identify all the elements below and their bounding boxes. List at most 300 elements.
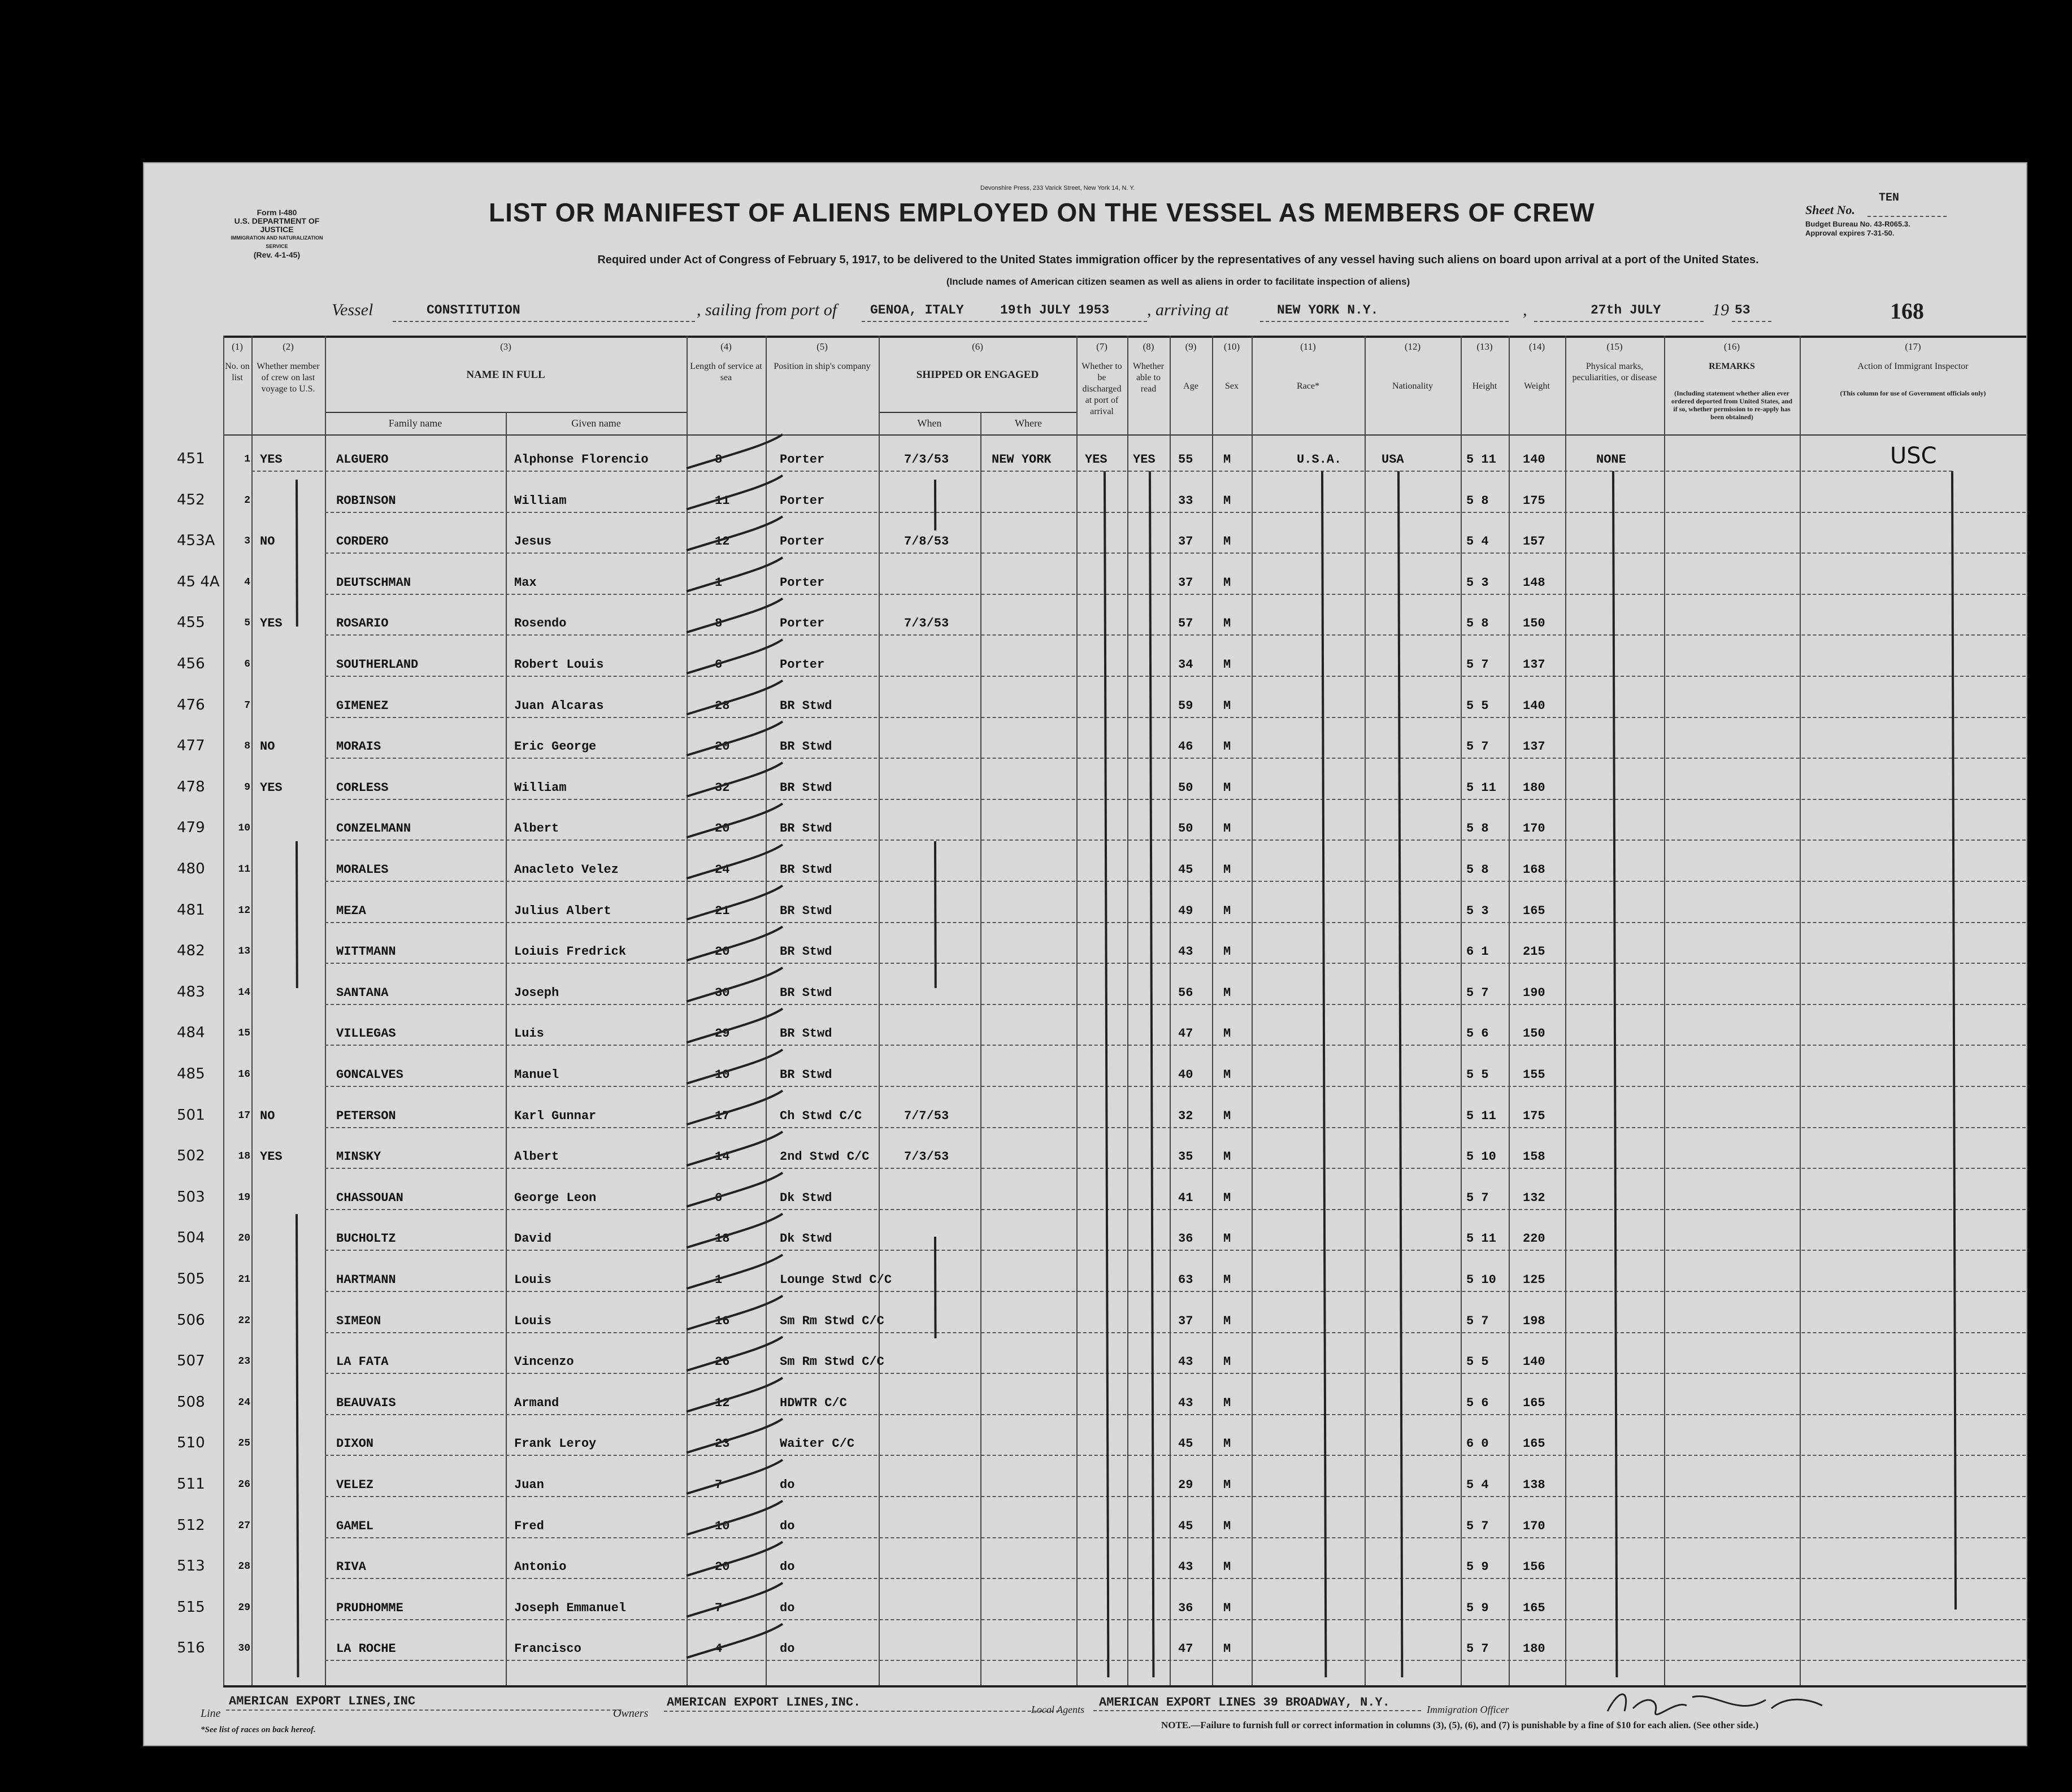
row-guide-line — [325, 1578, 2026, 1579]
row-guide-line — [325, 1127, 2026, 1128]
arrival-port: NEW YORK N.Y. — [1277, 303, 1379, 317]
age-cell: 33 — [1178, 493, 1193, 508]
sex-cell: M — [1223, 1273, 1231, 1287]
given-name-cell: Robert Louis — [514, 658, 604, 672]
age-cell: 45 — [1178, 1437, 1193, 1451]
sex-cell: M — [1223, 780, 1231, 795]
row-guide-line — [325, 1496, 2026, 1497]
shipped-when-cell: 7/8/53 — [904, 534, 949, 549]
printer-line: Devonshire Press, 233 Varick Street, New York 14, N. Y. — [980, 185, 1135, 192]
family-name-cell: LA FATA — [336, 1355, 389, 1369]
sex-cell: M — [1223, 1600, 1231, 1615]
given-name-cell: Antonio — [514, 1560, 567, 1574]
family-name-cell: PRUDHOMME — [336, 1600, 403, 1615]
height-cell: 5 7 — [1466, 985, 1489, 1000]
service-length-cell: 23 — [715, 1437, 730, 1451]
row-guide-line — [325, 512, 2026, 513]
given-name-cell: Rosendo — [514, 616, 567, 631]
sex-cell: M — [1223, 903, 1231, 918]
sex-cell: M — [1223, 985, 1231, 1000]
row-guide-line — [325, 1660, 2026, 1661]
crew-cell: NO — [260, 740, 275, 754]
crew-cell: YES — [260, 1150, 283, 1164]
sex-cell: M — [1223, 1642, 1231, 1656]
service-length-cell: 20 — [715, 740, 730, 754]
family-name-cell: DIXON — [336, 1437, 374, 1451]
crew-cell: YES — [260, 780, 283, 795]
service-length-cell: 29 — [715, 1027, 730, 1041]
family-name-header: Family name — [388, 417, 442, 429]
age-cell: 29 — [1178, 1478, 1193, 1492]
given-name-cell: Max — [514, 575, 537, 590]
shipped-subheader-rule — [879, 412, 1076, 413]
col-c13-number: (13) — [1476, 341, 1493, 352]
row-guide-line — [325, 1537, 2026, 1538]
row-guide-line — [325, 717, 2026, 718]
sex-cell: M — [1223, 698, 1231, 713]
service-length-cell: 8 — [715, 616, 723, 631]
family-name-cell: BUCHOLTZ — [336, 1232, 396, 1246]
arrival-year: 53 — [1735, 303, 1750, 317]
height-cell: 5 11 — [1466, 453, 1496, 467]
manifest-sheet: Devonshire Press, 233 Varick Street, New York 14, N. Y. Form I-480 U.S. DEPARTMENT OF JUSTICE IMMIGRATION AND NATURALIZATION SERVICE (Rev. 4-1-45) LIST OR MANIFEST OF ALIENS EMPLOYED ON THE VESSEL AS MEMBERS OF CREW Required under Act of Congress of February 5, 1917, to be delivered to the United States immigration officer by the representatives of any vessel having such aliens on board upon arrival at a port of the United States. (Include names of American citizen seamen as well as aliens in order to facilitate inspection of aliens) Sheet No. TEN Budget Bureau No. 43-R065.3. Approval expires 7-31-50. Vessel CONSTITUTION , sailing from port of GENOA, ITALY 19th JULY 1953 , arriving at NEW YORK N.Y. , 27th JULY 19 53 168 (1) No. on list (2) Whether member of crew on last voyage to U.S. (3) NAME IN FULL (4) Length of service at sea (5) Position in ship's company (6) SHIPPED OR ENGAGED (7) Whether to be discharged at port of arrival (8) Whether able to read (9) Age (10) Sex (11) Race* (12) Nationality (13) Height (14) Weight (15) Physical marks, peculiarities, or disease (16) REMARKS (Including statement whether alien ever ordered deported from United States, and if so, whether permission to re-apply has been obtained) (17) Action of Immigrant Inspector (This column for use of Government officials only) Family name Given name When Where 451 1 YES ALGUERO Alphonse Florencio 8 Porter 7/3/53 NEW YORK YES YES 55 M U.S.A. USA 5 11 140 NONE USC 452 2 ROBINSON William 11 Porter 33 M 5 8 175 453A 3 NO CORDERO Jesus 12 Porter 7/8/53 37 M 5 4 157 45 4A 4 DEUTSCHMAN Max 1 Porter 37 M 5 3 148 455 5 YES ROSARIO Rosendo 8 Porter 7/3/53 57 M 5 8 150 456 6 SOUTHERLAND Robert Louis 6 Porter 34 M 5 7 137 476 7 GIMENEZ Juan Alcaras 28 BR Stwd 59 M 5 5 140 477 8 NO MORAIS Eric George 20 BR Stwd 46 M 5 7 137 478 9 YES CORLESS William 32 BR Stwd 50 M 5 11 180 479 10 CONZELMANN Albert 20 BR Stwd 50 M 5 8 170 480 11 MORALES Anacleto Velez 24 BR Stwd 45 M 5 8 168 481 12 MEZA Julius Albert 21 BR Stwd 49 M 5 3 165 482 13 WITTMANN Loiuis Fredrick 20 BR Stwd 43 M 6 1 215 483 14 SANTANA Joseph 30 BR Stwd 56 M 5 7 190 484 15 VILLEGAS Luis 29 BR Stwd 47 M 5 6 150 485 16 GONCALVES Manuel 10 BR Stwd 40 M 5 5 155 501 17 NO PETERSON Karl Gunnar 17 Ch Stwd C/C 7/7/53 32 M 5 11 175 502 18 YES MINSKY Albert 14 2nd Stwd C/C 7/3/53 35 M 5 10 158 503 19 CHASSOUAN George Leon 6 Dk Stwd 41 M 5 7 132 504 20 BUCHOLTZ David 18 Dk Stwd 36 M 5 11 220 505 21 HARTMANN Louis 1 Lounge Stwd C/C 63 M 5 10 125 506 22 SIMEON Louis 16 Sm Rm Stwd C/C 37 M 5 7 198 507 23 LA FATA Vincenzo 26 Sm Rm Stwd C/C 43 M 5 5 140 508 24 BEAUVAIS Armand 12 HDWTR C/C 43 M 5 6 165 510 25 DIXON Frank Leroy 23 Waiter C/C 45 M 6 0 165 511 26 VELEZ Juan 7 do 29 M 5 4 138 512 27 GAMEL Fred 10 do 45 M 5 7 170 513 28 RIVA Antonio 20 do 43 M 5 9 156 515 29 PRUDHOMME Joseph Emmanuel 7 do 36 M 5 9 165 516 30 LA ROCHE Francisco 4 do 47 M 5 7 180 Line AMERICAN EXPORT LINES,INC Owners AMERICAN EXPORT LINES,INC. Local Agents AMERICAN EXPORT LINES 39 BROADWAY, N.Y. Immigration Officer *See list of races on back hereof. NOTE.—Failure to furnish full or correct information in columns (3), (5), (6), and (7) is punishable by a fine of $10 for each alien. (See other side.) — [143, 162, 2027, 1746]
family-name-cell: CORDERO — [336, 534, 389, 549]
age-cell: 45 — [1178, 863, 1193, 877]
row-guide-line — [325, 1619, 2026, 1620]
row-number-cell: 18 — [238, 1151, 250, 1163]
position-cell: Lounge Stwd C/C — [780, 1273, 892, 1287]
list-reference-number: 456 — [177, 655, 205, 672]
sex-cell: M — [1223, 534, 1231, 549]
weight-cell: 158 — [1523, 1150, 1545, 1164]
position-cell: BR Stwd — [780, 945, 832, 959]
given-name-cell: Jesus — [514, 534, 552, 549]
height-cell: 5 11 — [1466, 780, 1496, 795]
list-reference-number: 484 — [177, 1024, 205, 1042]
row-number-cell: 24 — [238, 1397, 250, 1408]
height-cell: 5 5 — [1466, 698, 1489, 713]
sex-cell: M — [1223, 1313, 1231, 1328]
height-cell: 5 4 — [1466, 534, 1489, 549]
list-reference-number: 481 — [177, 901, 205, 919]
age-cell: 34 — [1178, 658, 1193, 672]
list-reference-number: 508 — [177, 1393, 205, 1411]
col-c9-number: (9) — [1185, 341, 1197, 352]
row-number-cell: 2 — [244, 494, 250, 506]
family-name-cell: ALGUERO — [336, 453, 389, 467]
list-reference-number: 453A — [177, 532, 215, 550]
col-c11-header: Race* — [1297, 381, 1319, 391]
weight-cell: 140 — [1523, 1355, 1545, 1369]
year-prefix: 19 — [1712, 301, 1729, 319]
service-length-cell: 12 — [715, 534, 730, 549]
arrival-date: 27th JULY — [1591, 303, 1661, 317]
list-reference-number: 477 — [177, 737, 205, 755]
given-name-cell: Alphonse Florencio — [514, 453, 649, 467]
table-row — [144, 1384, 2026, 1425]
list-reference-number: 455 — [177, 614, 205, 632]
weight-cell: 155 — [1523, 1068, 1545, 1082]
row-number-cell: 28 — [238, 1561, 250, 1573]
row-guide-line — [325, 1209, 2026, 1210]
service-length-cell: 8 — [715, 453, 723, 467]
given-name-cell: Manuel — [514, 1068, 559, 1082]
table-row — [144, 604, 2026, 645]
age-cell: 50 — [1178, 780, 1193, 795]
crew-table — [144, 163, 2026, 1745]
sex-cell: M — [1223, 575, 1231, 590]
list-reference-number: 506 — [177, 1311, 205, 1329]
budget-number: Budget Bureau No. 43-R065.3. — [1805, 220, 1910, 228]
weight-cell: 148 — [1523, 575, 1545, 590]
line-underline — [226, 1710, 622, 1711]
weight-cell: 156 — [1523, 1560, 1545, 1574]
service-length-cell: 18 — [715, 1232, 730, 1246]
col-c16-subnote: (Including statement whether alien ever ordered deported from United States, and if so, whether permission to re-apply has been obtained) — [1671, 389, 1793, 421]
weight-cell: 220 — [1523, 1232, 1545, 1246]
family-name-cell: CONZELMANN — [336, 821, 411, 836]
owners-label: Owners — [613, 1707, 649, 1720]
age-cell: 63 — [1178, 1273, 1193, 1287]
weight-cell: 168 — [1523, 863, 1545, 877]
table-row — [144, 809, 2026, 850]
row-guide-line — [325, 1250, 2026, 1251]
family-name-cell: VILLEGAS — [336, 1027, 396, 1041]
table-row — [144, 850, 2026, 891]
sex-cell: M — [1223, 863, 1231, 877]
weight-cell: 165 — [1523, 1395, 1545, 1410]
sex-cell: M — [1223, 493, 1231, 508]
weight-cell: 198 — [1523, 1313, 1545, 1328]
table-row — [144, 1055, 2026, 1097]
weight-cell: 170 — [1523, 1519, 1545, 1533]
row-number-cell: 16 — [238, 1069, 250, 1080]
col-c5-number: (5) — [816, 341, 828, 352]
row-number-cell: 1 — [244, 454, 250, 465]
family-name-cell: MEZA — [336, 903, 366, 918]
given-name-cell: William — [514, 780, 567, 795]
page-number: 168 — [1890, 298, 1924, 324]
col-c6-header: SHIPPED OR ENGAGED — [916, 369, 1039, 381]
height-cell: 5 7 — [1466, 1190, 1489, 1205]
sex-cell: M — [1223, 453, 1231, 467]
col-c10-number: (10) — [1223, 341, 1240, 352]
list-reference-number: 504 — [177, 1229, 205, 1247]
col-c16-number: (16) — [1723, 341, 1740, 352]
row-number-cell: 8 — [244, 741, 250, 753]
row-number-cell: 7 — [244, 699, 250, 711]
position-cell: Porter — [780, 453, 825, 467]
weight-cell: 165 — [1523, 1437, 1545, 1451]
list-reference-number: 482 — [177, 942, 205, 960]
weight-cell: 180 — [1523, 1642, 1545, 1656]
table-row — [144, 1465, 2026, 1507]
list-reference-number: 452 — [177, 491, 205, 508]
departure-port: GENOA, ITALY — [870, 303, 964, 317]
sex-cell: M — [1223, 1519, 1231, 1533]
row-number-cell: 25 — [238, 1438, 250, 1450]
col-c12-header: Nationality — [1392, 381, 1433, 391]
col-c6-number: (6) — [972, 341, 983, 352]
row-guide-line — [325, 1045, 2026, 1046]
agents-label: Local Agents — [1031, 1704, 1085, 1715]
table-row — [144, 1014, 2026, 1055]
row-number-cell: 27 — [238, 1520, 250, 1532]
height-cell: 5 7 — [1466, 658, 1489, 672]
col-c15-number: (15) — [1606, 341, 1623, 352]
col-c7-number: (7) — [1096, 341, 1107, 352]
family-name-cell: CORLESS — [336, 780, 389, 795]
sailing-label: , sailing from port of — [697, 301, 837, 319]
height-cell: 5 6 — [1466, 1395, 1489, 1410]
service-length-cell: 10 — [715, 1519, 730, 1533]
table-row — [144, 1260, 2026, 1302]
sex-cell: M — [1223, 616, 1231, 631]
height-cell: 5 5 — [1466, 1355, 1489, 1369]
height-cell: 5 7 — [1466, 1519, 1489, 1533]
col-c1-number: (1) — [232, 341, 243, 352]
row-guide-line — [325, 1004, 2026, 1005]
row-number-cell: 5 — [244, 617, 250, 629]
sex-cell: M — [1223, 1355, 1231, 1369]
table-row — [144, 973, 2026, 1015]
given-name-cell: Vincenzo — [514, 1355, 574, 1369]
service-length-cell: 12 — [715, 1395, 730, 1410]
inspector-action-cell: USC — [1890, 443, 1937, 469]
given-name-cell: Loiuis Fredrick — [514, 945, 627, 959]
given-name-cell: David — [514, 1232, 552, 1246]
height-cell: 5 9 — [1466, 1560, 1489, 1574]
service-length-cell: 24 — [715, 863, 730, 877]
given-name-cell: Albert — [514, 1150, 559, 1164]
family-name-cell: SOUTHERLAND — [336, 658, 419, 672]
given-name-cell: Frank Leroy — [514, 1437, 597, 1451]
crew-cell: NO — [260, 1108, 275, 1123]
sex-cell: M — [1223, 1068, 1231, 1082]
table-row — [144, 1302, 2026, 1343]
weight-cell: 157 — [1523, 534, 1545, 549]
race-cell: U.S.A. — [1297, 453, 1342, 467]
family-name-cell: ROSARIO — [336, 616, 389, 631]
list-reference-number: 502 — [177, 1147, 205, 1165]
table-row — [144, 1097, 2026, 1138]
table-row — [144, 1507, 2026, 1548]
where-header: Where — [1015, 417, 1042, 429]
shipped-when-cell: 7/3/53 — [904, 453, 949, 467]
position-cell: Sm Rm Stwd C/C — [780, 1355, 884, 1369]
row-number-cell: 6 — [244, 659, 250, 670]
age-cell: 56 — [1178, 985, 1193, 1000]
row-number-cell: 4 — [244, 576, 250, 588]
sex-cell: M — [1223, 1437, 1231, 1451]
service-length-cell: 11 — [715, 493, 730, 508]
height-cell: 5 7 — [1466, 740, 1489, 754]
weight-cell: 125 — [1523, 1273, 1545, 1287]
vessel-label: Vessel — [332, 301, 373, 319]
position-cell: BR Stwd — [780, 780, 832, 795]
list-reference-number: 513 — [177, 1558, 205, 1575]
row-number-cell: 14 — [238, 986, 250, 998]
age-cell: 37 — [1178, 1313, 1193, 1328]
family-name-cell: MINSKY — [336, 1150, 381, 1164]
col-c9-header: Age — [1183, 381, 1198, 391]
col-c10-header: Sex — [1225, 381, 1239, 391]
row-number-cell: 3 — [244, 536, 250, 547]
sex-cell: M — [1223, 1395, 1231, 1410]
col-c7-header: Whether to be discharged at port of arrival — [1081, 362, 1122, 416]
weight-cell: 180 — [1523, 780, 1545, 795]
height-cell: 5 11 — [1466, 1108, 1496, 1123]
row-number-cell: 17 — [238, 1110, 250, 1121]
list-reference-number: 512 — [177, 1516, 205, 1534]
vessel-name: CONSTITUTION — [427, 303, 520, 317]
officer-signature — [1602, 1683, 1828, 1723]
col-c14-number: (14) — [1528, 341, 1545, 352]
row-guide-line — [325, 676, 2026, 677]
position-cell: BR Stwd — [780, 1068, 832, 1082]
position-cell: do — [780, 1478, 795, 1492]
row-guide-line — [325, 758, 2026, 759]
col-c11-number: (11) — [1300, 341, 1316, 352]
age-cell: 57 — [1178, 616, 1193, 631]
row-guide-line — [325, 594, 2026, 595]
row-guide-line — [325, 1373, 2026, 1374]
position-cell: BR Stwd — [780, 903, 832, 918]
revision-date: (Rev. 4-1-45) — [253, 250, 301, 259]
position-cell: BR Stwd — [780, 821, 832, 836]
service-length-cell: 32 — [715, 780, 730, 795]
list-reference-number: 451 — [177, 450, 205, 467]
weight-cell: 175 — [1523, 1108, 1545, 1123]
row-guide-line — [325, 840, 2026, 841]
row-number-cell: 23 — [238, 1356, 250, 1368]
col-c16-header: REMARKS — [1709, 362, 1755, 371]
age-cell: 43 — [1178, 1355, 1193, 1369]
given-name-cell: Fred — [514, 1519, 544, 1533]
family-name-cell: SIMEON — [336, 1313, 381, 1328]
service-length-cell: 14 — [715, 1150, 730, 1164]
weight-cell: 140 — [1523, 698, 1545, 713]
position-cell: BR Stwd — [780, 985, 832, 1000]
height-cell: 5 9 — [1466, 1600, 1489, 1615]
col-c13-header: Height — [1472, 381, 1497, 391]
table-row — [144, 1629, 2026, 1671]
weight-cell: 190 — [1523, 985, 1545, 1000]
given-name-cell: Julius Albert — [514, 903, 611, 918]
row-number-cell: 12 — [238, 904, 250, 916]
height-cell: 5 7 — [1466, 1642, 1489, 1656]
row-guide-line — [325, 1332, 2026, 1333]
family-name-cell: ROBINSON — [336, 493, 396, 508]
table-row — [144, 891, 2026, 933]
family-name-cell: WITTMANN — [336, 945, 396, 959]
given-name-header: Given name — [571, 417, 621, 429]
height-cell: 6 0 — [1466, 1437, 1489, 1451]
age-cell: 47 — [1178, 1027, 1193, 1041]
family-name-cell: SANTANA — [336, 985, 389, 1000]
when-header: When — [917, 417, 942, 429]
sex-cell: M — [1223, 1560, 1231, 1574]
position-cell: do — [780, 1642, 795, 1656]
table-row — [144, 1178, 2026, 1220]
service-length-cell: 10 — [715, 1068, 730, 1082]
position-cell: do — [780, 1600, 795, 1615]
weight-cell: 132 — [1523, 1190, 1545, 1205]
col-c3-header: NAME IN FULL — [466, 369, 545, 381]
weight-cell: 165 — [1523, 1600, 1545, 1615]
line-name: AMERICAN EXPORT LINES,INC — [229, 1694, 416, 1708]
agents-underline — [1093, 1710, 1421, 1711]
col-c14-header: Weight — [1524, 381, 1550, 391]
height-cell: 5 7 — [1466, 1313, 1489, 1328]
row-number-cell: 15 — [238, 1028, 250, 1039]
height-cell: 5 10 — [1466, 1150, 1496, 1164]
age-cell: 43 — [1178, 945, 1193, 959]
given-name-cell: Luis — [514, 1027, 544, 1041]
col-c8-number: (8) — [1143, 341, 1154, 352]
row-guide-line — [325, 881, 2026, 882]
list-reference-number: 480 — [177, 860, 205, 877]
row-guide-line — [325, 1291, 2026, 1292]
weight-cell: 138 — [1523, 1478, 1545, 1492]
table-row — [144, 522, 2026, 563]
col-c8-header: Whether able to read — [1132, 362, 1165, 394]
given-name-cell: Louis — [514, 1313, 552, 1328]
weight-cell: 137 — [1523, 740, 1545, 754]
row-guide-line — [325, 799, 2026, 800]
table-row — [144, 1219, 2026, 1260]
position-cell: BR Stwd — [780, 863, 832, 877]
height-cell: 5 6 — [1466, 1027, 1489, 1041]
col-c4-header: Length of service at sea — [690, 362, 762, 382]
given-name-cell: Albert — [514, 821, 559, 836]
age-cell: 59 — [1178, 698, 1193, 713]
family-name-cell: MORAIS — [336, 740, 381, 754]
col-c17-subnote: (This column for use of Government officials only) — [1840, 389, 1986, 397]
crew-cell: YES — [260, 616, 283, 631]
age-cell: 43 — [1178, 1560, 1193, 1574]
nationality-cell: USA — [1382, 453, 1404, 467]
age-cell: 49 — [1178, 903, 1193, 918]
weight-cell: 137 — [1523, 658, 1545, 672]
list-reference-number: 503 — [177, 1188, 205, 1206]
age-cell: 43 — [1178, 1395, 1193, 1410]
family-name-cell: LA ROCHE — [336, 1642, 396, 1656]
position-cell: BR Stwd — [780, 1027, 832, 1041]
row-number-cell: 19 — [238, 1191, 250, 1203]
row-guide-line — [325, 1455, 2026, 1456]
sex-cell: M — [1223, 1150, 1231, 1164]
family-name-cell: MORALES — [336, 863, 389, 877]
row-guide-line — [325, 963, 2026, 964]
col-c3-number: (3) — [500, 341, 511, 352]
list-reference-number: 501 — [177, 1106, 205, 1124]
age-cell: 47 — [1178, 1642, 1193, 1656]
position-cell: Dk Stwd — [780, 1190, 832, 1205]
service-length-cell: 1 — [715, 1273, 723, 1287]
col-c17-header: Action of Immigrant Inspector — [1857, 362, 1969, 371]
sex-cell: M — [1223, 1108, 1231, 1123]
col-c2-header: Whether member of crew on last voyage to U.S. — [257, 362, 320, 394]
sex-cell: M — [1223, 1478, 1231, 1492]
col-c5-header: Position in ship's company — [774, 362, 871, 371]
position-cell: Sm Rm Stwd C/C — [780, 1313, 884, 1328]
discharged-cell: YES — [1085, 453, 1107, 467]
row-number-cell: 21 — [238, 1274, 250, 1285]
table-top-rule — [223, 336, 2026, 338]
fine-note: NOTE.—Failure to furnish full or correct information in columns (3), (5), (6), and (7) is punishable by a fine of $10 for each alien. (See other side.) — [1161, 1720, 1759, 1730]
row-number-cell: 10 — [238, 823, 250, 834]
